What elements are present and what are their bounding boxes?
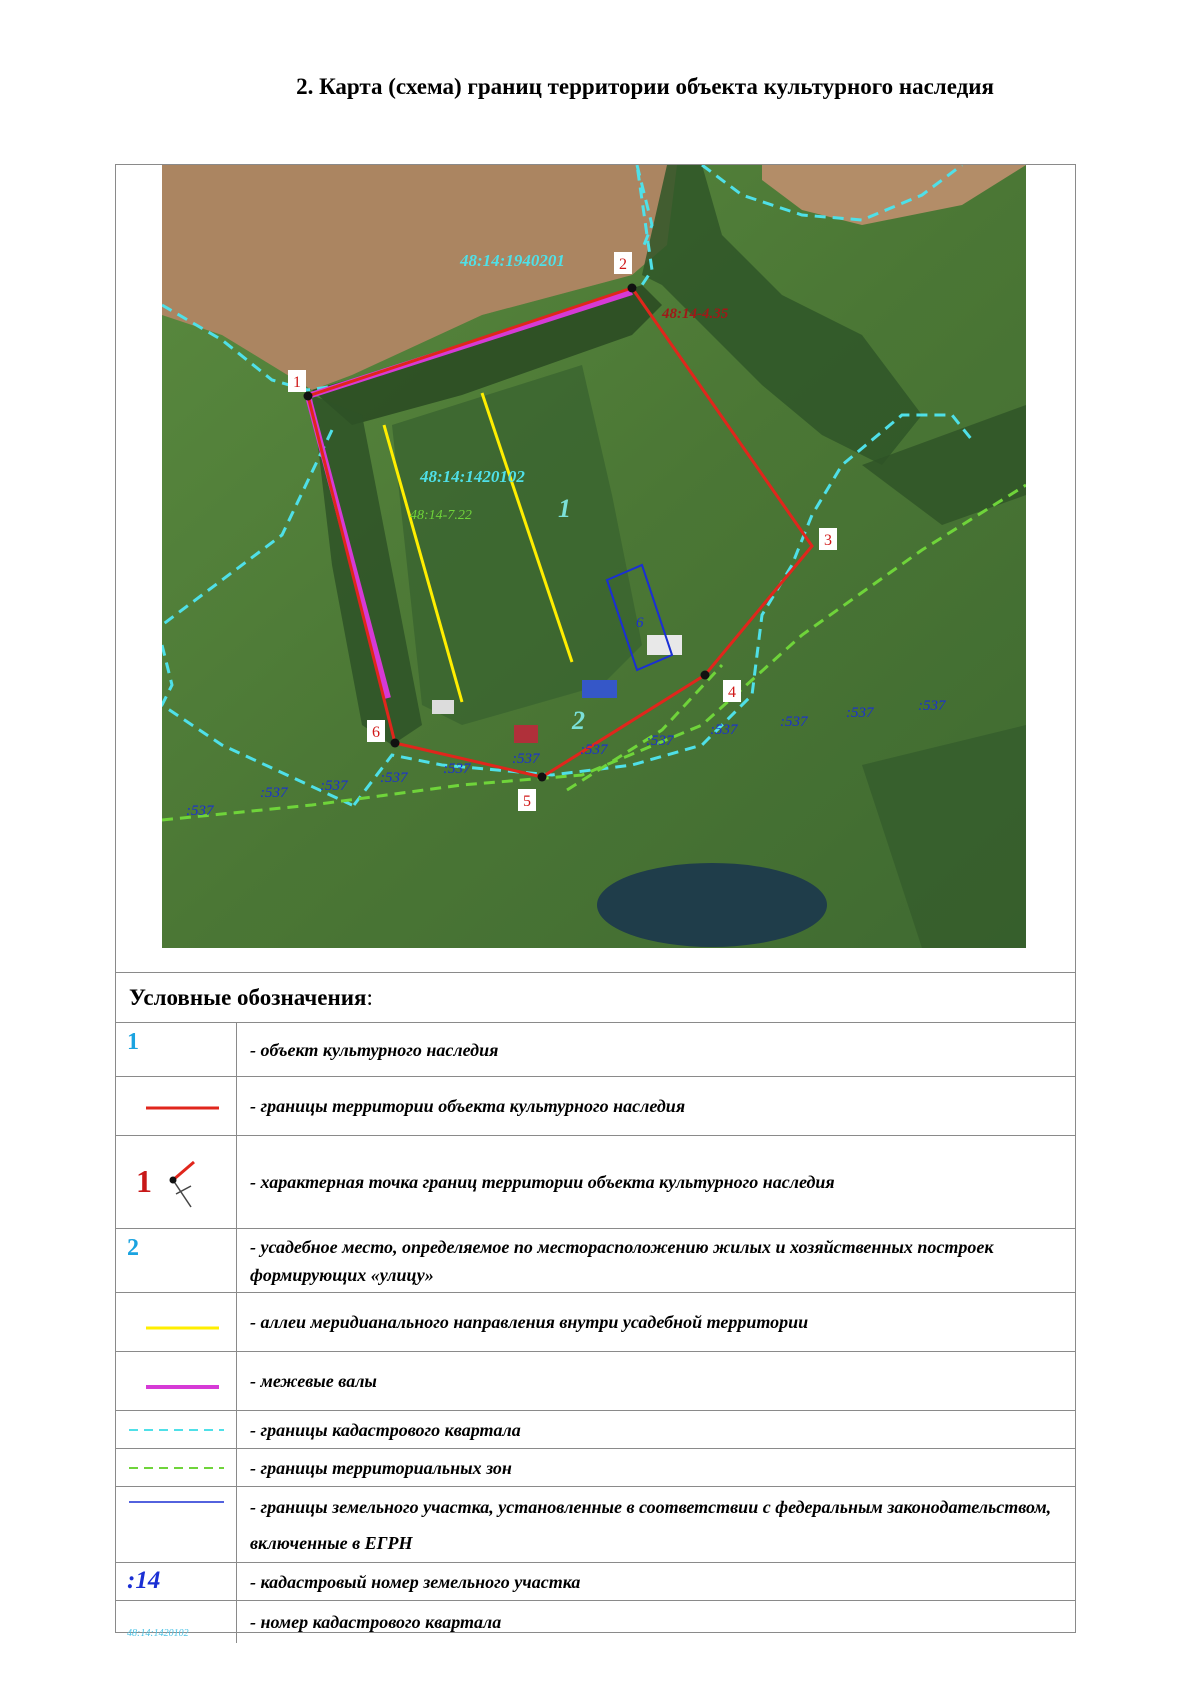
point-label: 2 (619, 256, 627, 273)
legend-table (116, 1022, 1075, 1643)
cadastral-number-symbol: :14 (127, 1567, 161, 1594)
boundary-point-icon (304, 392, 313, 401)
svg-text:1: 1 (136, 1163, 152, 1199)
point-label: 6 (372, 724, 380, 741)
legend-row (116, 1023, 1075, 1077)
point-label: 1 (293, 374, 301, 391)
map-frame (115, 164, 1076, 1639)
parcel-label: :537 (918, 698, 946, 714)
legend-text: - номер кадастрового квартала (237, 1601, 1076, 1643)
legend-text: - характерная точка границ территории объекта культурного наследия (237, 1136, 1076, 1229)
green-dashed-line-symbol (129, 1466, 224, 1470)
quarter-label: 48:14:1420102 (420, 467, 525, 486)
legend-row (116, 1136, 1075, 1229)
legend-object-symbol: 1 (127, 1029, 139, 1055)
legend-row (116, 1563, 1075, 1601)
legend-text: - границы территориальных зон (237, 1449, 1076, 1487)
legend-text: - границы кадастрового квартала (237, 1411, 1076, 1449)
point-label: 5 (523, 793, 531, 810)
legend-text: - кадастровый номер земельного участка (237, 1563, 1076, 1601)
legend-text: - объект культурного наследия (237, 1023, 1076, 1077)
parcel-label: :537 (846, 705, 874, 721)
legend-text: - межевые валы (237, 1352, 1076, 1411)
building (514, 725, 538, 743)
yellow-line-symbol (146, 1325, 219, 1331)
legend-row (116, 1449, 1075, 1487)
parcel-label: :537 (186, 803, 214, 819)
blue-line-symbol (129, 1500, 224, 1504)
boundary-point-icon (701, 671, 710, 680)
legend-text: - аллеи меридианального направления внутри усадебной территории (237, 1293, 1076, 1352)
legend-row (116, 1411, 1075, 1449)
parcel-label: :537 (646, 733, 674, 749)
legend-estate-symbol: 2 (127, 1235, 139, 1261)
parcel-label: :537 (320, 778, 348, 794)
boundary-point-icon (538, 773, 547, 782)
zone-label: 48:14-4.35 (662, 306, 729, 322)
legend-row (116, 1293, 1075, 1352)
red-line-symbol (146, 1105, 219, 1111)
parcel-label: :537 (710, 722, 738, 738)
estate-number-label: 2 (572, 706, 585, 735)
parcel-label: :537 (512, 751, 540, 767)
object-number-label: 1 (558, 494, 571, 523)
parcel-label: :537 (580, 742, 608, 758)
legend-row (116, 1229, 1075, 1293)
cyan-dashed-line-symbol (129, 1428, 224, 1432)
legend-row (116, 1352, 1075, 1411)
point-label: 3 (824, 532, 832, 549)
parcel-label: :537 (443, 761, 471, 777)
point-label: 4 (728, 684, 736, 701)
legend-text: - границы земельного участка, установленные в соответствии с федеральным законодательством, включенные в ЕГРН (237, 1487, 1076, 1563)
page-title: 2. Карта (схема) границ территории объекта культурного наследия (296, 74, 994, 99)
quarter-number-symbol: 48:14:1420102 (127, 1627, 189, 1639)
building (647, 635, 682, 655)
boundary-point-icon (628, 284, 637, 293)
building (432, 700, 454, 714)
parcel-label: :537 (780, 714, 808, 730)
parcel-label: :537 (380, 770, 408, 786)
building (582, 680, 617, 698)
pond (597, 863, 827, 947)
legend-heading: Условные обозначения: (116, 972, 1075, 1022)
plot-number-label: 6 (636, 615, 644, 631)
zone-label: 48:14-7.22 (410, 508, 472, 523)
legend-text: - усадебное место, определяемое по месторасположению жилых и хозяйственных построек формирующих «улицу» (237, 1229, 1076, 1293)
boundary-point-icon (136, 1152, 216, 1212)
boundary-point-icon (391, 739, 400, 748)
magenta-line-symbol (146, 1384, 219, 1390)
quarter-label: 48:14:1940201 (460, 251, 565, 270)
legend-row (116, 1077, 1075, 1136)
legend-row (116, 1601, 1075, 1643)
parcel-label: :537 (260, 785, 288, 801)
legend-text: - границы территории объекта культурного наследия (237, 1077, 1076, 1136)
legend-row (116, 1487, 1075, 1563)
satellite-map (162, 165, 1026, 948)
